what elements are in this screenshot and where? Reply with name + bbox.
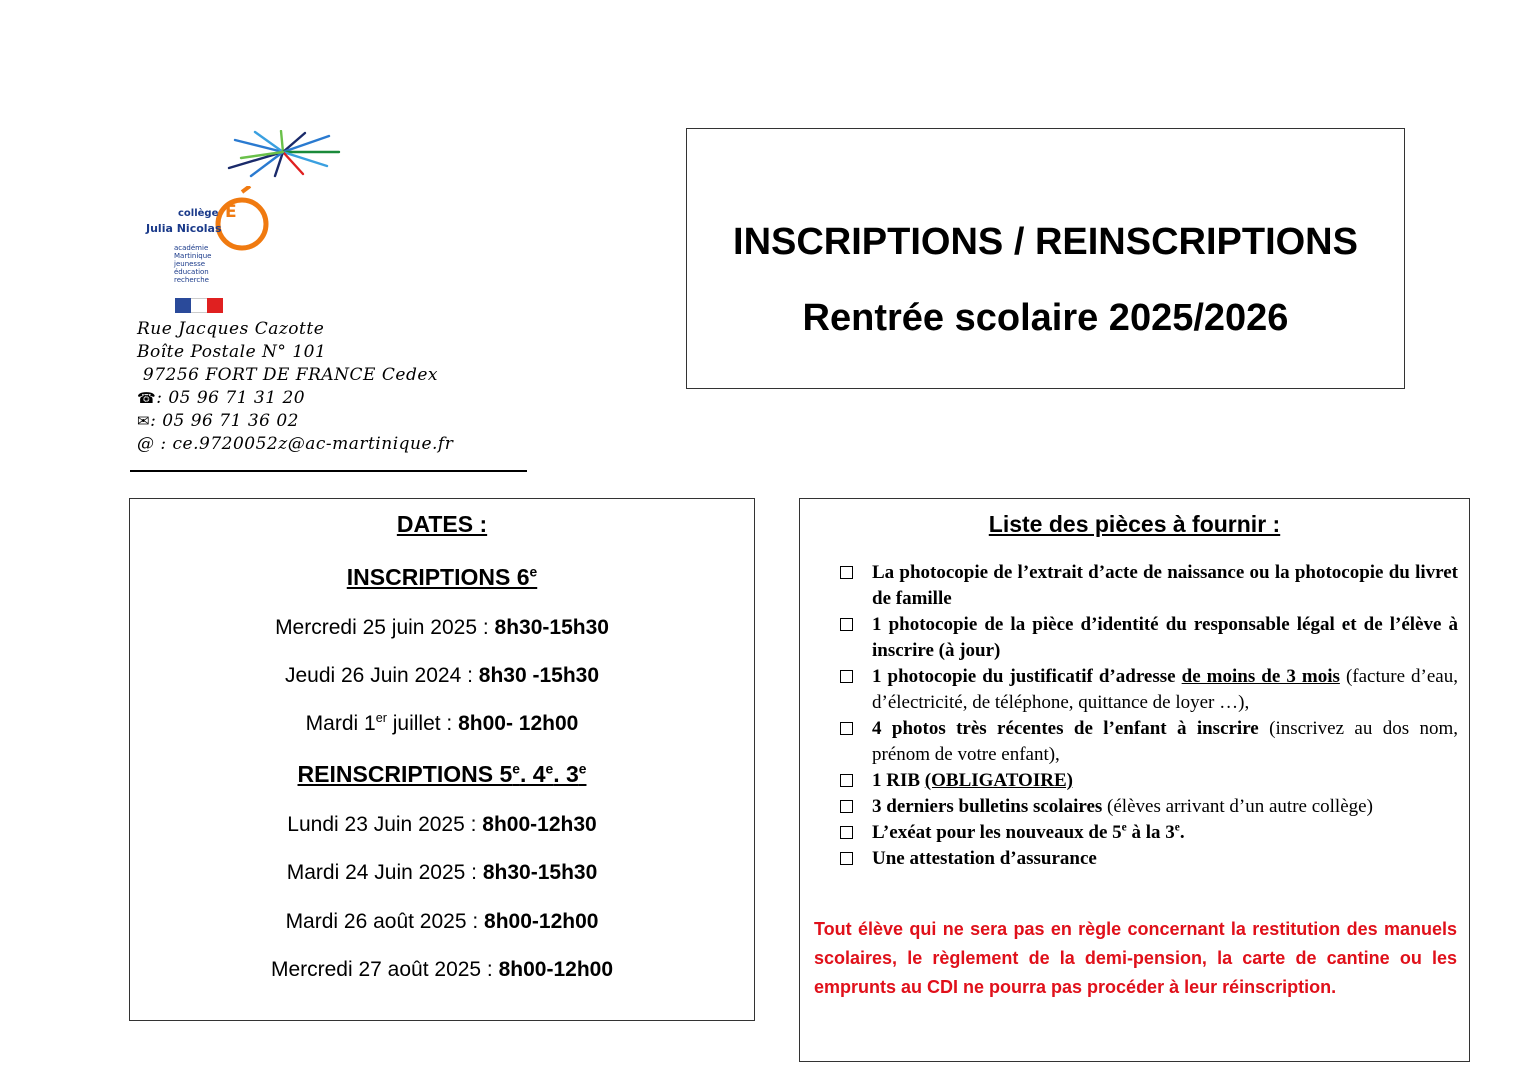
college-logo (140, 130, 340, 320)
dates-box (129, 498, 755, 1021)
address-email: @ : ce.9720052z@ac-martinique.fr (137, 434, 454, 454)
address-phone: : 05 96 71 31 20 (156, 388, 306, 408)
checkbox-icon (840, 826, 853, 839)
warning-notice: Tout élève qui ne sera pas en règle concernant la restitution des manuels scolaires, le règlement de la demi-pension, la carte de cantine ou les emprunts au CDI ne pourra pas procéder à leur réinscription. (814, 919, 1457, 997)
reinscription-date-row: Mardi 26 août 2025 : 8h00-12h00 (285, 910, 599, 933)
reinscription-date-row: Lundi 23 Juin 2025 : 8h00-12h30 (287, 813, 597, 836)
phone-icon: ☎ (137, 389, 157, 407)
reinscriptions-header: REINSCRIPTIONS 5e. 4e. 3e (297, 761, 587, 787)
list-item: 1 photocopie du justificatif d’adresse de moins de 3 mois (facture d’eau, d’électricité, de téléphone, quittance de loyer …), (838, 664, 1458, 716)
address-po-box: Boîte Postale N° 101 (137, 342, 327, 362)
address-phone-row (137, 387, 537, 410)
checkbox-icon (840, 722, 853, 735)
inscription-date-row: Jeudi 26 Juin 2024 : 8h30 -15h30 (284, 664, 600, 687)
reinscription-date-row: Mardi 24 Juin 2025 : 8h30-15h30 (286, 861, 598, 884)
address-street: Rue Jacques Cazotte (137, 319, 325, 339)
page-subtitle: Rentrée scolaire 2025/2026 (802, 297, 1289, 339)
address-city: 97256 FORT DE FRANCE Cedex (137, 365, 438, 385)
list-item: L’exéat pour les nouveaux de 5e à la 3e. (838, 820, 1458, 846)
logo-academy: académie Martinique jeunesse éducation recherche (174, 244, 212, 284)
title-box (686, 128, 1405, 389)
inscription-date-row: Mercredi 25 juin 2025 : 8h30-15h30 (275, 616, 609, 639)
list-item: 4 photos très récentes de l’enfant à inscrire (inscrivez au dos nom, prénom de votre enfant), (838, 716, 1458, 768)
documents-title: Liste des pièces à fournir : (988, 511, 1281, 537)
documents-box (799, 498, 1470, 1062)
list-item: La photocopie de l’extrait d’acte de naissance ou la photocopie du livret de famille (838, 560, 1458, 612)
school-address (137, 318, 537, 456)
list-item: Une attestation d’assurance (838, 846, 1458, 872)
fax-icon: ✉ (137, 412, 151, 430)
e-emblem-icon (202, 186, 282, 256)
address-fax: : 05 96 71 36 02 (150, 411, 299, 431)
logo-school-line1: collège (178, 208, 219, 219)
list-item: 1 RIB (OBLIGATOIRE) (838, 768, 1458, 794)
checkbox-icon (840, 670, 853, 683)
inscription-date-row: Mardi 1er juillet : 8h00- 12h00 (305, 711, 579, 735)
page-title: INSCRIPTIONS / REINSCRIPTIONS (733, 221, 1358, 263)
logo-letter: É (225, 202, 237, 222)
list-item: 3 derniers bulletins scolaires (élèves arrivant d’un autre collège) (838, 794, 1458, 820)
starburst-icon (225, 130, 345, 180)
logo-school-line2: Julia Nicolas (146, 222, 222, 235)
reinscription-date-row: Mercredi 27 août 2025 : 8h00-12h00 (270, 958, 614, 981)
address-divider (130, 470, 527, 472)
checkbox-icon (840, 618, 853, 631)
checkbox-icon (840, 774, 853, 787)
checkbox-icon (840, 566, 853, 579)
dates-header: DATES : (396, 511, 488, 537)
republic-flag-icon (175, 298, 223, 313)
checkbox-icon (840, 800, 853, 813)
address-fax-row (137, 410, 537, 433)
list-item: 1 photocopie de la pièce d’identité du responsable légal et de l’élève à inscrire (à jour) (838, 612, 1458, 664)
checkbox-icon (840, 852, 853, 865)
documents-list (838, 560, 1458, 872)
inscriptions-header: INSCRIPTIONS 6e (346, 564, 538, 590)
